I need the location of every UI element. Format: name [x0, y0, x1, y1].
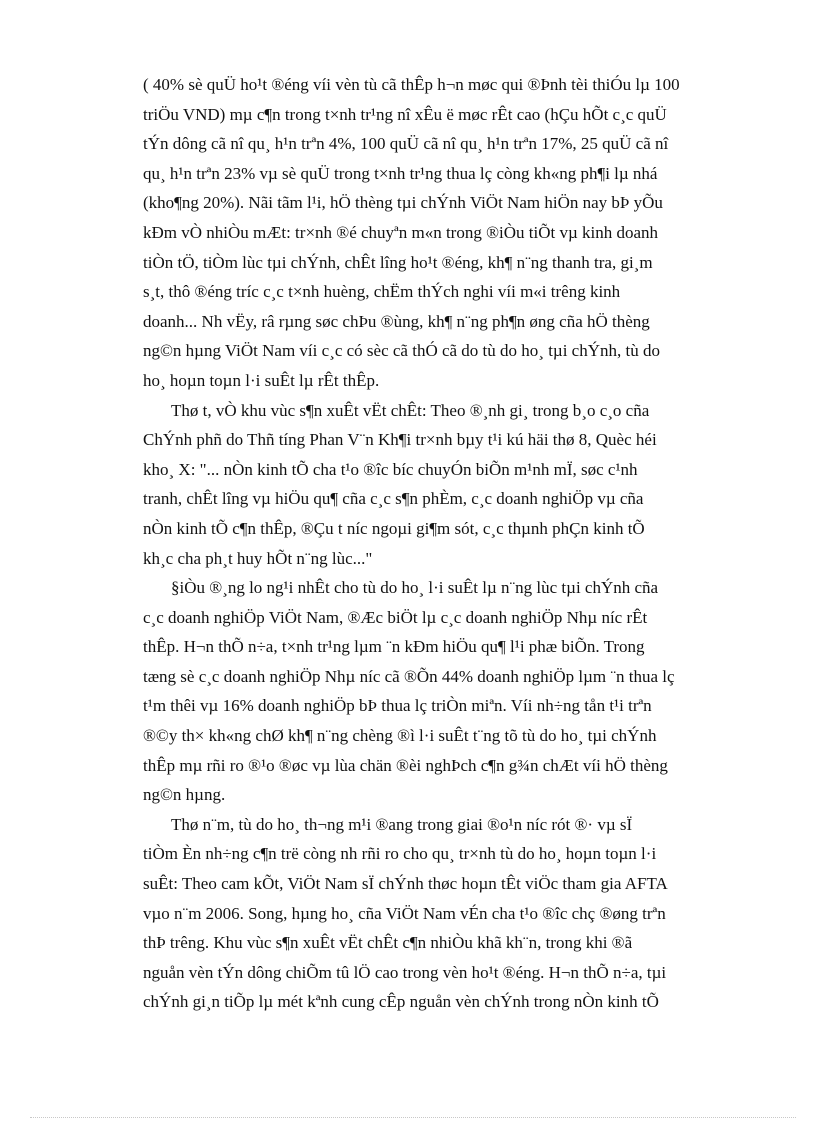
paragraph-2 — [143, 396, 737, 574]
paragraph-1 — [143, 70, 737, 396]
text-line: tiÒn tÖ, tiÒm lùc tµi chÝnh, chÊt lîng ho¹t ®éng, kh¶ n¨ng thanh tra, gi¸m — [143, 252, 653, 272]
text-line: tiÒm Èn nh÷ng c¶n trë còng nh rñi ro cho qu¸ tr×nh tù do ho¸ hoµn toµn l·i — [143, 844, 657, 864]
text-line: (kho¶ng 20%). Nãi tãm l¹i, hÖ thèng tµi chÝnh ViÖt Nam hiÖn nay bÞ yÕu — [143, 193, 663, 213]
text-line: kho¸ X: "... nÒn kinh tÕ cha t¹o ®îc bíc chuyÓn biÕn m¹nh mÏ, søc c¹nh — [143, 459, 638, 479]
text-line: kÐm vÒ nhiÒu mÆt: tr×nh ®é chuyªn m«n trong ®iÒu tiÕt vµ kinh doanh — [143, 222, 659, 242]
text-line: t¹m thêi vµ 16% doanh nghiÖp bÞ thua lç triÒn miªn. Víi nh÷ng tån t¹i trªn — [143, 696, 652, 716]
text-line: suÊt: Theo cam kÕt, ViÖt Nam sÏ chÝnh thøc hoµn tÊt viÖc tham gia AFTA — [143, 874, 668, 894]
text-line: nÒn kinh tÕ c¶n thÊp, ®Çu t níc ngoµi gi¶m sót, c¸c thµnh phÇn kinh tÕ — [143, 518, 645, 538]
paragraph-3 — [143, 573, 737, 810]
text-line: nguån vèn tÝn dông chiÕm tû lÖ cao trong vèn ho¹t ®éng. H¬n thÕ n÷a, tµi — [143, 962, 667, 982]
text-line: thÊp mµ rñi ro ®¹o ®øc vµ lùa chän ®èi nghÞch c¶n g¾n chÆt víi hÖ thèng — [143, 755, 668, 775]
text-line: doanh... Nh vËy, râ rµng søc chÞu ®ùng, kh¶ n¨ng ph¶n øng cña hÖ thèng — [143, 311, 650, 331]
text-line: Thø n¨m, tù do ho¸ th¬ng m¹i ®ang trong giai ®o¹n níc rót ®· vµ sÏ — [171, 814, 633, 834]
text-line: chÝnh gi¸n tiÕp lµ mét kªnh cung cÊp nguån vèn chÝnh trong nÒn kinh tÕ — [143, 992, 659, 1012]
text-line: thÞ trêng. Khu vùc s¶n xuÊt vËt chÊt c¶n nhiÒu khã kh¨n, trong khi ®ã — [143, 933, 633, 953]
text-line: ng©n hµng. — [143, 785, 226, 805]
text-line: ( 40% sè quÜ ho¹t ®éng víi vèn tù cã thÊp h¬n møc qui ®Þnh tèi thiÓu lµ 100 — [143, 75, 680, 94]
text-line: tranh, chÊt lîng vµ hiÖu qu¶ cña c¸c s¶n phÈm, c¸c doanh nghiÖp vµ cña — [143, 489, 644, 509]
text-line: vµo n¨m 2006. Song, hµng ho¸ cña ViÖt Nam vÉn cha t¹o ®îc chç ®øng trªn — [143, 903, 666, 923]
text-line: thÊp. H¬n thÕ n÷a, t×nh tr¹ng lµm ¨n kÐm hiÖu qu¶ l¹i phæ biÕn. Trong — [143, 637, 645, 657]
text-line: ho¸ hoµn toµn l·i suÊt lµ rÊt thÊp. — [143, 370, 380, 390]
paragraph-4 — [143, 810, 737, 1017]
text-line: ng©n hµng ViÖt Nam víi c¸c có sèc cã thÓ cã do tù do ho¸ tµi chÝnh, tù do — [143, 341, 660, 361]
text-line: c¸c doanh nghiÖp ViÖt Nam, ®Æc biÖt lµ c¸c doanh nghiÖp Nhµ níc rÊt — [143, 607, 648, 627]
text-line: ChÝnh phñ do Thñ tíng Phan V¨n Kh¶i tr×nh bµy t¹i kú häi thø 8, Quèc héi — [143, 430, 657, 450]
text-line: triÖu VND) mµ c¶n trong t×nh tr¹ng nî xÊu ë møc rÊt cao (hÇu hÕt c¸c quÜ — [143, 104, 667, 124]
text-line: tæng sè c¸c doanh nghiÖp Nhµ níc cã ®Õn 44% doanh nghiÖp lµm ¨n thua lç — [143, 666, 675, 686]
text-line: s¸t, thô ®éng tríc c¸c t×nh huèng, chËm thÝch nghi víi m«i trêng kinh — [143, 282, 621, 302]
text-line: qu¸ h¹n trªn 23% vµ sè quÜ trong t×nh tr¹ng thua lç còng kh«ng ph¶i lµ nhá — [143, 163, 658, 183]
text-line: ®©y th× kh«ng chØ kh¶ n¨ng chèng ®ì l·i suÊt t¨ng tõ tù do ho¸ tµi chÝnh — [143, 726, 657, 746]
body-text — [143, 70, 737, 1017]
text-line: kh¸c cha ph¸t huy hÕt n¨ng lùc..." — [143, 548, 373, 568]
text-line: Thø t, vÒ khu vùc s¶n xuÊt vËt chÊt: Theo ®¸nh gi¸ trong b¸o c¸o cña — [171, 400, 650, 420]
page-bottom-divider — [30, 1117, 796, 1118]
text-line: §iÒu ®¸ng lo ng¹i nhÊt cho tù do ho¸ l·i suÊt lµ n¨ng lùc tµi chÝnh cña — [171, 578, 659, 598]
text-line: tÝn dông cã nî qu¸ h¹n trªn 4%, 100 quÜ cã nî qu¸ h¹n trªn 17%, 25 quÜ cã nî — [143, 134, 669, 154]
